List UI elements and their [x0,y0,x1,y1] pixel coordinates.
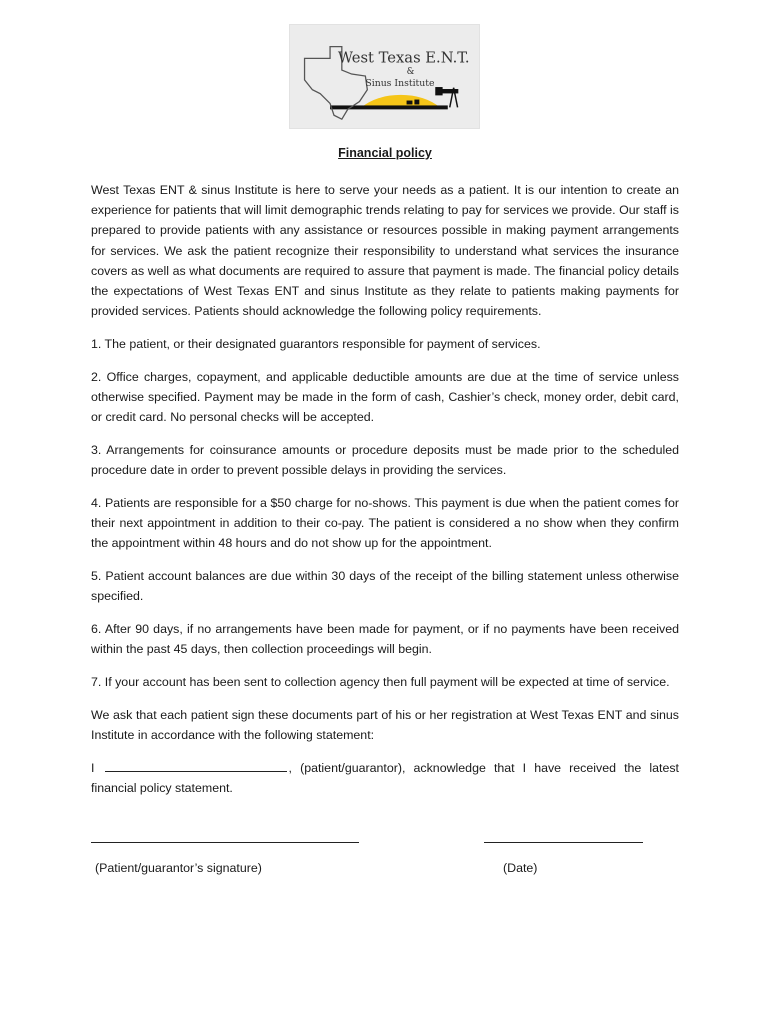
policy-item-6: 6. After 90 days, if no arrangements have been made for payment, or if no payments have been received within the past 45 days, then collection proceedings will begin. [91,622,679,657]
signature-line[interactable] [91,842,359,843]
policy-item-3: 3. Arrangements for coinsurance amounts or procedure deposits must be made prior to the scheduled procedure date in order to prevent possible delays in providing the services. [91,443,679,478]
signature-label: (Patient/guarantor’s signature) [95,861,262,875]
guarantor-name-field[interactable] [105,759,287,772]
date-line[interactable] [484,842,643,843]
logo-line-3: Sinus Institute [365,77,435,89]
policy-item-5: 5. Patient account balances are due within 30 days of the receipt of the billing statement unless otherwise specified. [91,569,679,604]
policy-item-4: 4. Patients are responsible for a $50 charge for no-shows. This payment is due when the patient comes for their next appointment in addition to their co-pay. The patient is considered a no show when they confirm the appointment within 48 hours and do not show up for the appointment. [91,496,679,551]
ack-suffix: , (patient/guarantor), acknowledge that I have received the latest financial policy statement. [91,761,679,796]
acknowledgement-statement [91,758,679,798]
clinic-logo [289,24,480,129]
policy-item-7: 7. If your account has been sent to collection agency then full payment will be expected at time of service. [91,675,670,690]
logo-line-1: West Texas E.N.T. [337,49,470,67]
logo-graphic [290,25,479,128]
document-title: Financial policy [338,146,432,160]
date-label: (Date) [503,861,538,875]
policy-item-1: 1. The patient, or their designated guarantors responsible for payment of services. [91,337,541,352]
policy-item-2: 2. Office charges, copayment, and applicable deductible amounts are due at the time of service unless otherwise specified. Payment may be made in the form of cash, Cashier’s check, money order, debit card, or credit card. No personal checks will be accepted. [91,369,679,425]
oil-derrick-icon [436,88,458,108]
logo-line-2: & [406,67,415,78]
ack-prefix: I [91,761,95,776]
intro-paragraph: West Texas ENT & sinus Institute is here to serve your needs as a patient. It is our intention to create an experience for patients that will limit demographic trends relating to pay for services we provide. Our staff is prepared to provide patients with any assistance or resources possible in making payment arrangements for services. We ask the patient recognize their responsibility to understand what services the insurance covers as well as what documents are required to assure that payment is made. The financial policy details the expectations of West Texas ENT and sinus Institute as they relate to patients making payments for provided services. Patients should acknowledge the following policy requirements. [91,183,679,319]
policy-body [91,180,679,811]
statement-paragraph: We ask that each patient sign these documents part of his or her registration at West Texas ENT and sinus Institute in accordance with the following statement: [91,708,679,743]
